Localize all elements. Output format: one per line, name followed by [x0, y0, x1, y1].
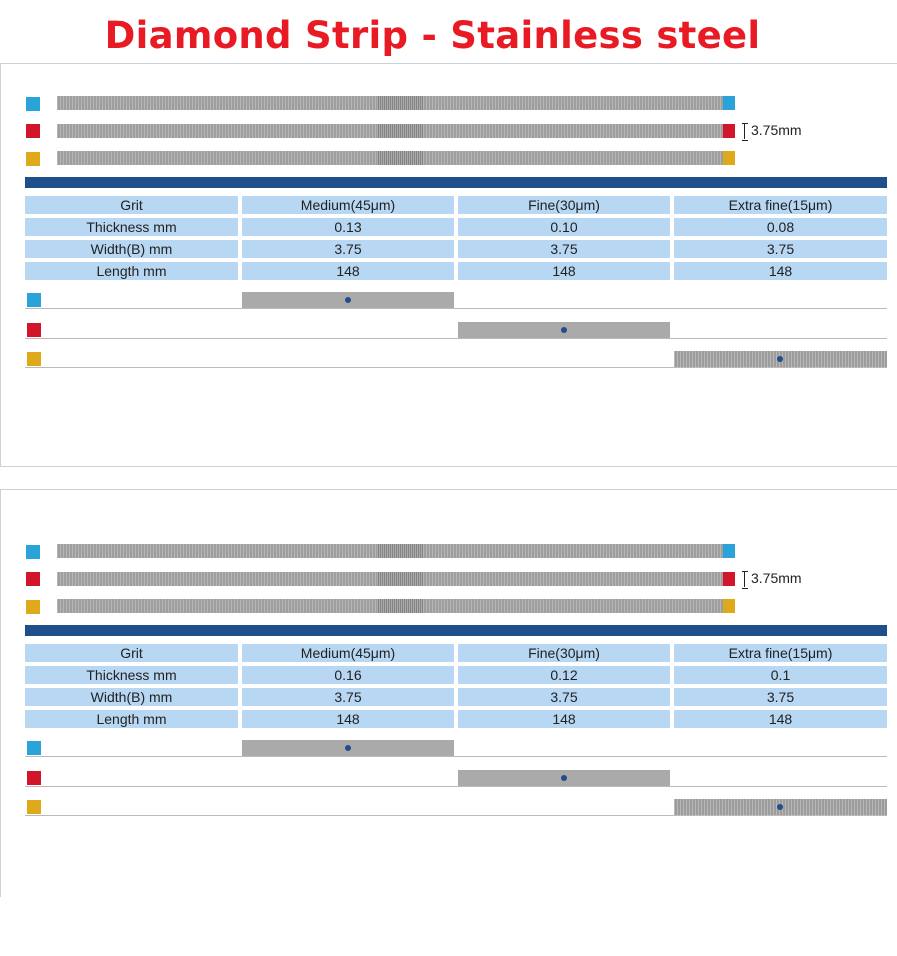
yellow-marker	[26, 600, 40, 614]
table-row	[25, 710, 887, 728]
grit-indicator-fine	[25, 770, 887, 788]
table-cell: 3.75	[458, 240, 670, 258]
strip-endcap	[723, 124, 735, 138]
blue-marker	[27, 293, 41, 307]
indicator-baseline	[25, 786, 887, 787]
indicator-dot	[777, 804, 783, 810]
strip-extra-fine	[0, 151, 897, 167]
table-cell: 0.10	[458, 218, 670, 236]
row-label: Length mm	[25, 710, 238, 728]
table-cell: 3.75	[458, 688, 670, 706]
indicator-dot	[561, 775, 567, 781]
table-cell: 3.75	[674, 688, 887, 706]
header-cell: Grit	[25, 644, 238, 662]
header-cell: Medium(45μm)	[242, 196, 454, 214]
table-cell: 148	[242, 262, 454, 280]
table-row	[25, 262, 887, 280]
grit-indicator-bar	[674, 799, 887, 815]
table-cell: 148	[674, 710, 887, 728]
strip-endcap	[723, 96, 735, 110]
strip-endcap	[723, 151, 735, 165]
card-border-top-1	[0, 63, 897, 64]
table-cell: 148	[674, 262, 887, 280]
table-cell: 148	[458, 262, 670, 280]
strip-extra-fine	[0, 599, 897, 615]
strip-medium	[0, 96, 897, 112]
header-cell: Fine(30μm)	[458, 644, 670, 662]
grit-indicator-medium	[25, 740, 887, 758]
red-marker	[26, 572, 40, 586]
blue-marker	[26, 545, 40, 559]
header-cell: Extra fine(15μm)	[674, 196, 887, 214]
grit-indicator-bar	[242, 740, 454, 756]
red-marker	[27, 323, 41, 337]
table-header-row	[25, 196, 887, 214]
table-cell: 3.75	[242, 240, 454, 258]
grit-indicator-bar	[458, 770, 670, 786]
row-label: Length mm	[25, 262, 238, 280]
dimension-line	[744, 123, 745, 139]
indicator-dot	[345, 297, 351, 303]
diamond-strip	[57, 96, 723, 110]
table-cell: 0.12	[458, 666, 670, 684]
table-row	[25, 218, 887, 236]
diamond-strip	[57, 124, 723, 138]
strip-endcap	[723, 572, 735, 586]
grit-indicator-fine	[25, 322, 887, 340]
diamond-strip	[57, 151, 723, 165]
table-cell: 148	[458, 710, 670, 728]
grit-indicator-extra-fine	[25, 799, 887, 817]
dimension-bracket	[742, 571, 748, 589]
dimension-bracket	[742, 123, 748, 141]
diamond-strip	[57, 572, 723, 586]
grit-indicator-bar	[458, 322, 670, 338]
yellow-marker	[27, 352, 41, 366]
blue-marker	[26, 97, 40, 111]
diamond-strip	[57, 599, 723, 613]
row-label: Width(B) mm	[25, 688, 238, 706]
row-label: Width(B) mm	[25, 240, 238, 258]
indicator-baseline	[25, 367, 887, 368]
header-cell: Fine(30μm)	[458, 196, 670, 214]
row-label: Thickness mm	[25, 666, 238, 684]
indicator-dot	[777, 356, 783, 362]
yellow-marker	[26, 152, 40, 166]
strip-endcap	[723, 599, 735, 613]
table-header-row	[25, 644, 887, 662]
indicator-baseline	[25, 756, 887, 757]
red-marker	[26, 124, 40, 138]
header-cell: Grit	[25, 196, 238, 214]
indicator-baseline	[25, 338, 887, 339]
grit-indicator-bar	[242, 292, 454, 308]
row-label: Thickness mm	[25, 218, 238, 236]
header-cell: Extra fine(15μm)	[674, 644, 887, 662]
table-row	[25, 666, 887, 684]
table-cell: 3.75	[674, 240, 887, 258]
header-divider-bar	[25, 177, 887, 188]
table-cell: 3.75	[242, 688, 454, 706]
table-cell: 0.08	[674, 218, 887, 236]
red-marker	[27, 771, 41, 785]
grit-indicator-extra-fine	[25, 351, 887, 369]
strip-fine	[0, 124, 897, 140]
header-divider-bar	[25, 625, 887, 636]
table-cell: 0.16	[242, 666, 454, 684]
indicator-dot	[345, 745, 351, 751]
strip-fine	[0, 572, 897, 588]
spec-panel-1	[0, 88, 897, 508]
indicator-baseline	[25, 308, 887, 309]
indicator-dot	[561, 327, 567, 333]
dimension-line	[744, 571, 745, 587]
grit-indicator-medium	[25, 292, 887, 310]
indicator-baseline	[25, 815, 887, 816]
page-title: Diamond Strip - Stainless steel	[104, 14, 761, 57]
table-cell: 0.13	[242, 218, 454, 236]
blue-marker	[27, 741, 41, 755]
strip-medium	[0, 544, 897, 560]
dimension-label: 3.75mm	[751, 122, 802, 138]
dimension-label: 3.75mm	[751, 570, 802, 586]
header-cell: Medium(45μm)	[242, 644, 454, 662]
table-cell: 148	[242, 710, 454, 728]
table-row	[25, 240, 887, 258]
spec-panel-2	[0, 536, 897, 956]
table-cell: 0.1	[674, 666, 887, 684]
yellow-marker	[27, 800, 41, 814]
grit-indicator-bar	[674, 351, 887, 367]
diamond-strip	[57, 544, 723, 558]
table-row	[25, 688, 887, 706]
strip-endcap	[723, 544, 735, 558]
